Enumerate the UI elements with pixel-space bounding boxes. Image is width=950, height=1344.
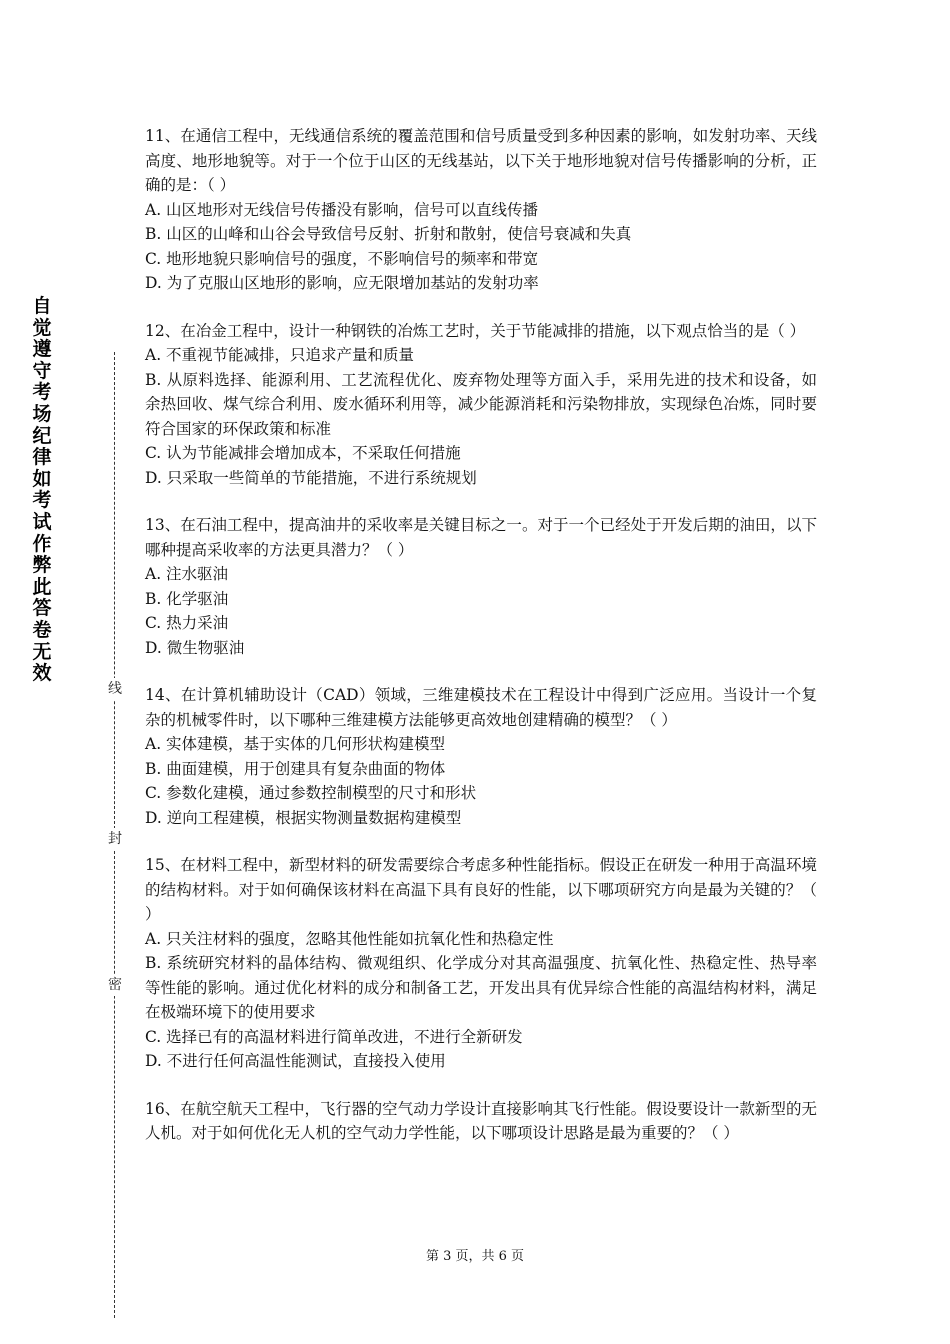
option-a: A. 注水驱油: [145, 565, 229, 583]
option-c: C. 地形地貌只影响信号的强度，不影响信号的频率和带宽: [145, 249, 539, 268]
option-b: B. 山区的山峰和山谷会导致信号反射、折射和散射，使信号衰减和失真: [145, 225, 632, 243]
option-d: D. 不进行任何高温性能测试，直接投入使用: [145, 1052, 446, 1070]
option-c: C. 参数化建模，通过参数控制模型的尺寸和形状: [145, 784, 477, 802]
option-b: B. 化学驱油: [145, 589, 229, 608]
page-number: 第 3 页，共 6 页: [425, 1249, 525, 1264]
question-15: [145, 853, 817, 1074]
option-c: C. 热力采油: [145, 614, 229, 632]
binding-label-seal: 封: [106, 828, 124, 850]
exam-discipline-notice: 自觉遵守考场纪律如考试作弊此答卷无效: [32, 295, 52, 685]
question-13: [145, 513, 817, 660]
question-stem: 12、在冶金工程中，设计一种钢铁的冶炼工艺时，关于节能减排的措施，以下观点恰当的是（ ）: [145, 321, 806, 340]
option-d: D. 逆向工程建模，根据实物测量数据构建模型: [145, 808, 462, 827]
question-16: [145, 1097, 817, 1146]
option-b: B. 从原料选择、能源利用、工艺流程优化、废弃物处理等方面入手，采用先进的技术和设备，如余热回收、煤气综合利用、废水循环利用等，减少能源消耗和污染物排放，实现绿色冶炼，同时要符合国家的环保政策和标准: [145, 370, 817, 438]
option-c: C. 认为节能减排会增加成本，不采取任何措施: [145, 444, 461, 462]
question-stem: 11、在通信工程中，无线通信系统的覆盖范围和信号质量受到多种因素的影响，如发射功率、天线高度、地形地貌等。对于一个位于山区的无线基站，以下关于地形地貌对信号传播影响的分析，正确的是：（ ）: [145, 127, 817, 194]
option-a: A. 山区地形对无线信号传播没有影响，信号可以直线传播: [145, 200, 539, 219]
question-11: [145, 124, 817, 296]
question-stem: 13、在石油工程中，提高油井的采收率是关键目标之一。对于一个已经处于开发后期的油田，以下哪种提高采收率的方法更具潜力？（ ）: [145, 516, 817, 559]
option-a: A. 只关注材料的强度，忽略其他性能如抗氧化性和热稳定性: [145, 929, 554, 948]
option-d: D. 微生物驱油: [145, 638, 245, 657]
option-b: B. 曲面建模，用于创建具有复杂曲面的物体: [145, 759, 446, 778]
option-d: D. 为了克服山区地形的影响，应无限增加基站的发射功率: [145, 274, 539, 292]
question-14: [145, 683, 817, 830]
question-stem: 16、在航空航天工程中，飞行器的空气动力学设计直接影响其飞行性能。假设要设计一款新型的无人机。对于如何优化无人机的空气动力学性能，以下哪项设计思路是最为重要的？（ ）: [145, 1099, 817, 1142]
option-d: D. 只采取一些简单的节能措施，不进行系统规划: [145, 468, 477, 487]
option-a: A. 不重视节能减排，只追求产量和质量: [145, 346, 415, 364]
option-b: B. 系统研究材料的晶体结构、微观组织、化学成分对其高温强度、抗氧化性、热稳定性、热导率等性能的影响。通过优化材料的成分和制备工艺，开发出具有优异综合性能的高温结构材料，满足在极端环境下的使用要求: [145, 954, 817, 1021]
question-list: [145, 124, 817, 1169]
binding-label-secret: 密: [106, 974, 124, 996]
binding-label-line: 线: [106, 678, 124, 700]
option-c: C. 选择已有的高温材料进行简单改进，不进行全新研发: [145, 1027, 523, 1046]
question-12: [145, 319, 817, 491]
question-stem: 14、在计算机辅助设计（CAD）领域，三维建模技术在工程设计中得到广泛应用。当设计一个复杂的机械零件时，以下哪种三维建模方法能够更高效地创建精确的模型？（ ）: [145, 686, 817, 729]
question-stem: 15、在材料工程中，新型材料的研发需要综合考虑多种性能指标。假设正在研发一种用于高温环境的结构材料。对于如何确保该材料在高温下具有良好的性能，以下哪项研究方向是最为关键的？（ ）: [145, 856, 817, 923]
option-a: A. 实体建模，基于实体的几何形状构建模型: [145, 735, 446, 753]
